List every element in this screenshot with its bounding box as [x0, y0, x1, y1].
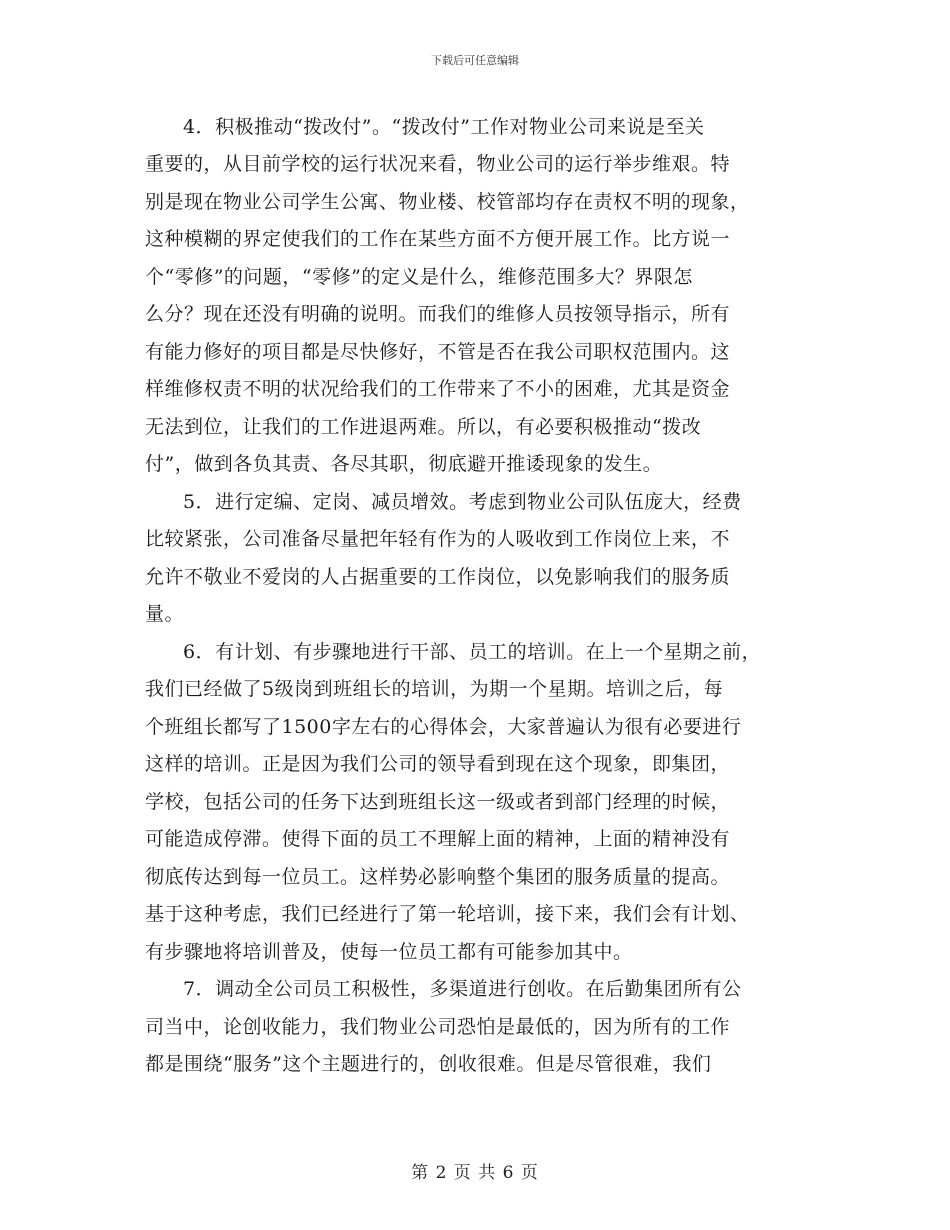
paragraph-line: 付”，做到各负其责、各尽其职，彻底避开推诿现象的发生。	[145, 453, 663, 475]
paragraph-line: 这样的培训。正是因为我们公司的领导看到现在这个现象，即集团，	[145, 753, 731, 775]
paragraph-line: 么分？现在还没有明确的说明。而我们的维修人员按领导指示，所有	[145, 303, 731, 325]
paragraph-line: 这种模糊的界定使我们的工作在某些方面不方便开展工作。比方说一	[145, 228, 731, 250]
paragraph-line: 有能力修好的项目都是尽快修好，不管是否在我公司职权范围内。这	[145, 341, 731, 363]
paragraph-line: 无法到位，让我们的工作进退两难。所以，有必要积极推动“拨改	[145, 416, 702, 438]
paragraph-line: 学校，包括公司的任务下达到班组长这一级或者到部门经理的时候，	[145, 791, 731, 813]
paragraph-line: 都是围绕“服务”这个主题进行的，创收很难。但是尽管很难，我们	[145, 1053, 712, 1075]
paragraph-line: 量。	[145, 603, 185, 625]
paragraph-line: 个班组长都写了1500字左右的心得体会，大家普遍认为很有必要进行	[145, 716, 742, 738]
paragraph-line: 司当中，论创收能力，我们物业公司恐怕是最低的，因为所有的工作	[145, 1016, 731, 1038]
paragraph-line: 6．有计划、有步骤地进行干部、员工的培训。在上一个星期之前，	[183, 641, 762, 663]
paragraph-line: 重要的，从目前学校的运行状况来看，物业公司的运行举步维艰。特	[145, 153, 731, 175]
page-header: 下载后可任意编辑	[431, 54, 519, 67]
paragraph-line: 允许不敬业不爱岗的人占据重要的工作岗位，以免影响我们的服务质	[145, 566, 731, 588]
paragraph-line: 有步骤地将培训普及，使每一位员工都有可能参加其中。	[145, 941, 633, 963]
paragraph-line: 比较紧张，公司准备尽量把年轻有作为的人吸收到工作岗位上来，不	[145, 528, 731, 550]
paragraph-line: 我们已经做了5级岗到班组长的培训，为期一个星期。培训之后，每	[145, 678, 724, 700]
paragraph-line: 7．调动全公司员工积极性，多渠道进行创收。在后勤集团所有公	[183, 978, 742, 1000]
paragraph-line: 基于这种考虑，我们已经进行了第一轮培训，接下来，我们会有计划、	[145, 903, 750, 925]
paragraph-line: 别是现在物业公司学生公寓、物业楼、校管部均存在责权不明的现象，	[145, 191, 750, 213]
paragraph-line: 个“零修”的问题，“零修”的定义是什么，维修范围多大？界限怎	[145, 266, 693, 288]
paragraph-line: 彻底传达到每一位员工。这样势必影响整个集团的服务质量的提高。	[145, 866, 731, 888]
paragraph-line: 样维修权责不明的状况给我们的工作带来了不小的困难，尤其是资金	[145, 378, 731, 400]
paragraph-line: 可能造成停滞。使得下面的员工不理解上面的精神，上面的精神没有	[145, 828, 731, 850]
paragraph-line: 4．积极推动“拨改付”。“拨改付”工作对物业公司来说是至关	[183, 116, 705, 138]
page-number-footer: 第 2 页 共 6 页	[411, 1163, 539, 1183]
paragraph-line: 5．进行定编、定岗、减员增效。考虑到物业公司队伍庞大，经费	[183, 491, 742, 513]
